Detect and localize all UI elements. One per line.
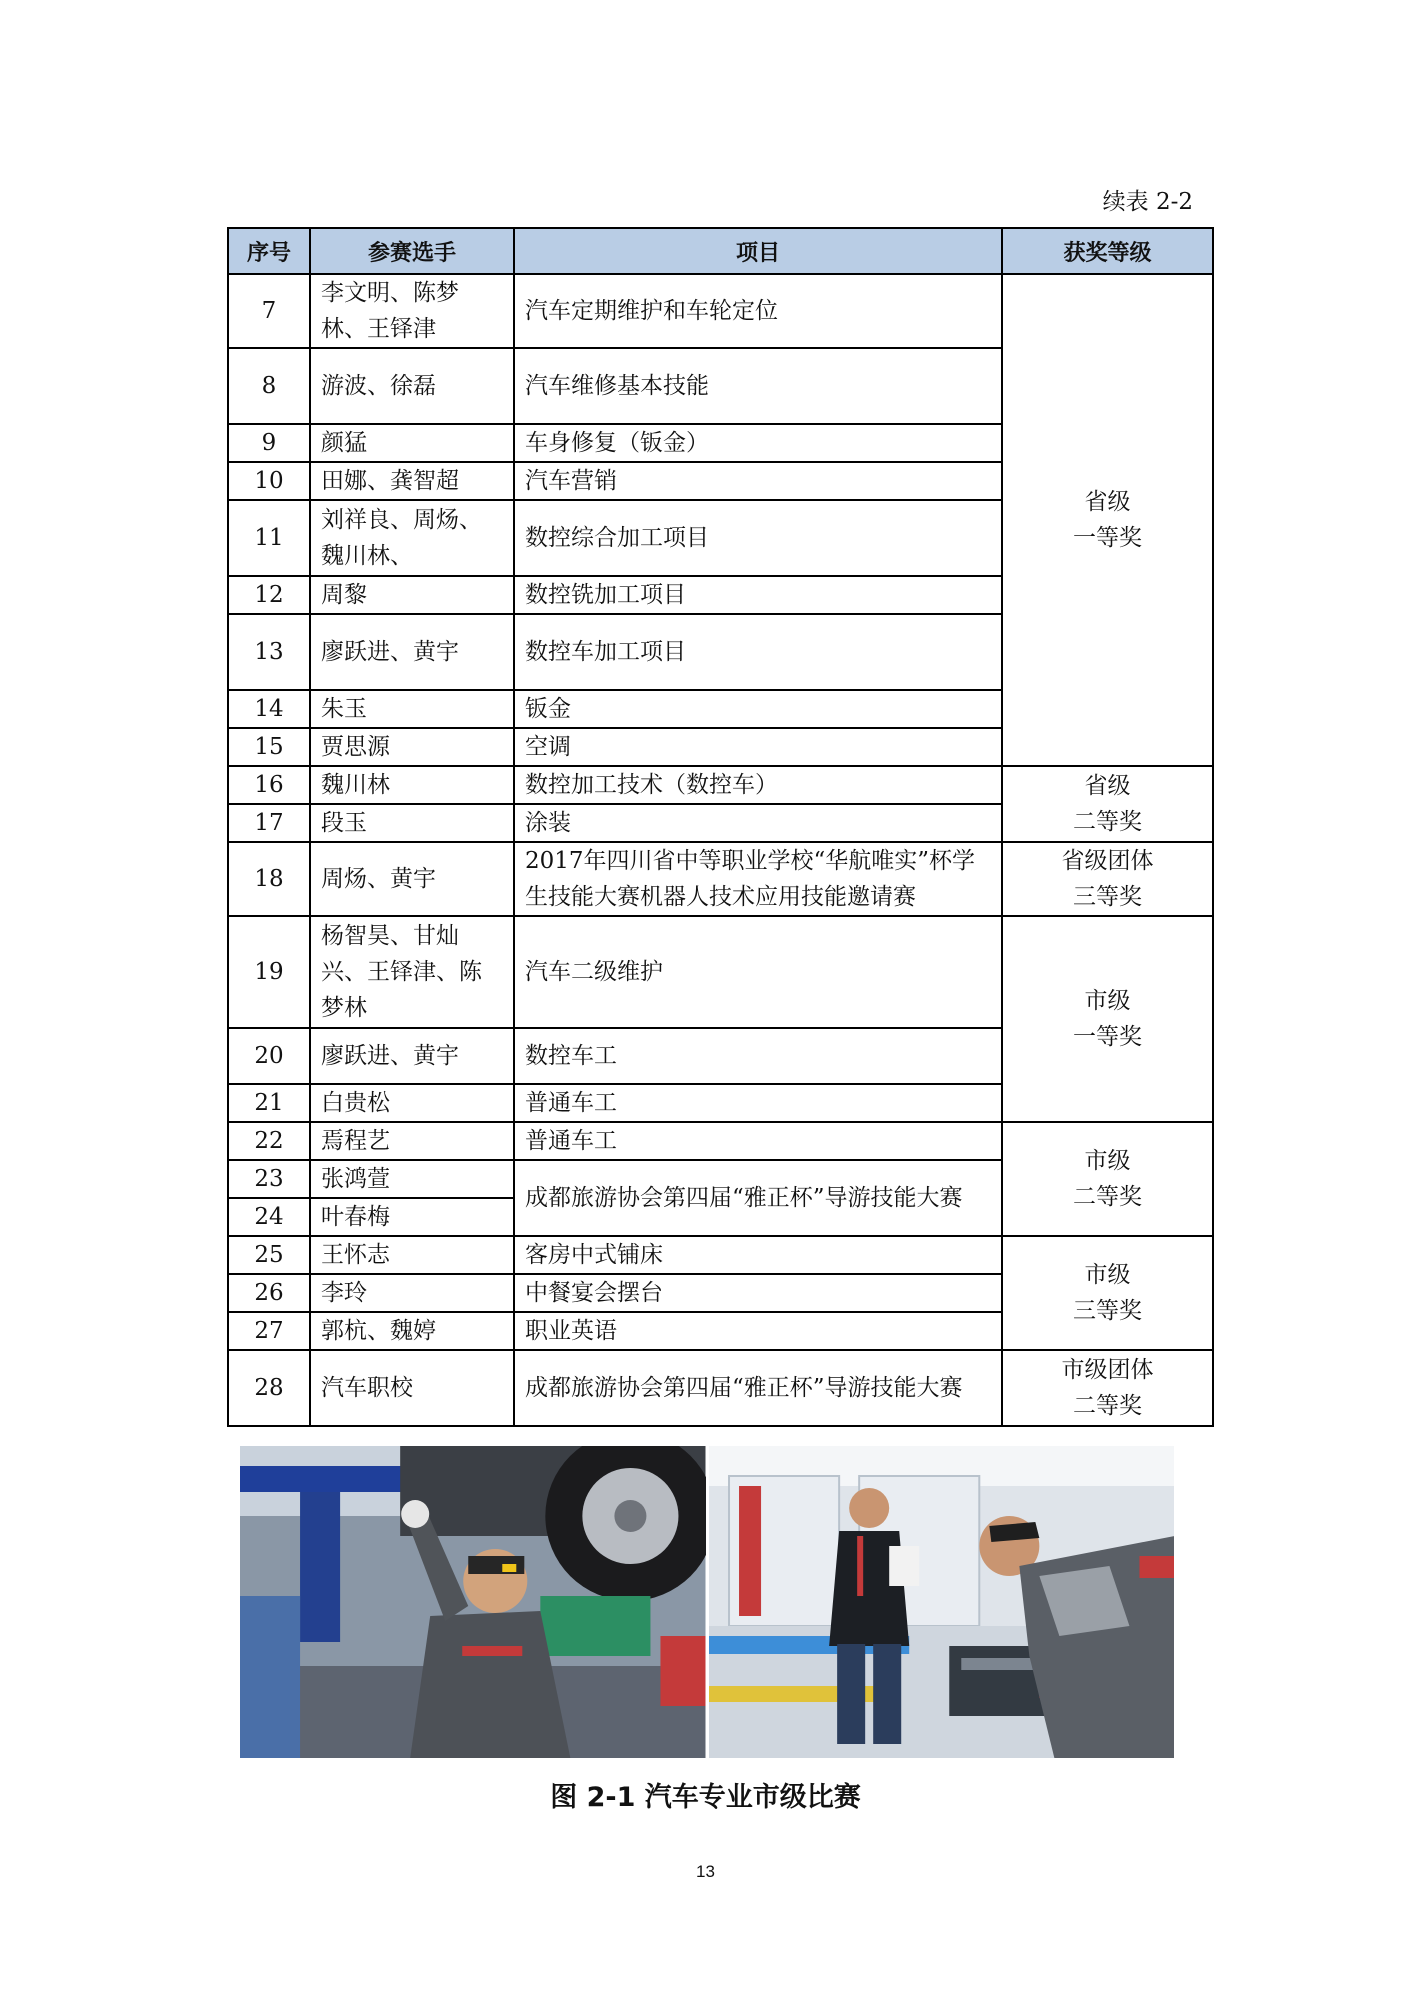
row-event: 成都旅游协会第四届“雅正杯”导游技能大赛 xyxy=(514,1160,1002,1236)
row-no: 9 xyxy=(228,424,310,462)
row-no: 22 xyxy=(228,1122,310,1160)
row-participants: 李文明、陈梦林、王铎津 xyxy=(310,274,514,348)
award-level: 省级 xyxy=(1084,489,1131,515)
row-no: 18 xyxy=(228,842,310,916)
table-continued-label: 续表 2-2 xyxy=(1102,189,1193,215)
award-level: 市级 xyxy=(1084,1148,1131,1174)
photo-vehicle-maintenance xyxy=(240,1446,706,1758)
row-event: 职业英语 xyxy=(514,1312,1002,1350)
row-participants: 周黎 xyxy=(310,576,514,614)
row-no: 26 xyxy=(228,1274,310,1312)
row-no: 20 xyxy=(228,1028,310,1084)
row-no: 13 xyxy=(228,614,310,690)
award-grade: 三等奖 xyxy=(1073,884,1142,910)
row-event: 涂装 xyxy=(514,804,1002,842)
row-event: 空调 xyxy=(514,728,1002,766)
award-cell xyxy=(1002,766,1213,842)
table-header-row xyxy=(228,228,1213,274)
row-no: 7 xyxy=(228,274,310,348)
award-level: 市级 xyxy=(1084,988,1131,1014)
row-participants: 周炀、黄宇 xyxy=(310,842,514,916)
award-grade: 二等奖 xyxy=(1073,809,1142,835)
page-number: 13 xyxy=(696,1862,715,1881)
row-no: 12 xyxy=(228,576,310,614)
row-participants: 白贵松 xyxy=(310,1084,514,1122)
header-event: 项目 xyxy=(514,228,1002,274)
row-event: 数控综合加工项目 xyxy=(514,500,1002,576)
awards-table xyxy=(227,227,1214,1427)
row-participants: 汽车职校 xyxy=(310,1350,514,1426)
photo-strip xyxy=(240,1446,1174,1758)
award-cell xyxy=(1002,1236,1213,1350)
award-cell xyxy=(1002,274,1213,766)
award-grade: 二等奖 xyxy=(1073,1393,1142,1419)
row-participants: 李玲 xyxy=(310,1274,514,1312)
row-event: 汽车营销 xyxy=(514,462,1002,500)
header-award: 获奖等级 xyxy=(1002,228,1213,274)
award-grade: 二等奖 xyxy=(1073,1184,1142,1210)
award-grade: 一等奖 xyxy=(1073,525,1142,551)
header-no: 序号 xyxy=(228,228,310,274)
row-no: 14 xyxy=(228,690,310,728)
row-participants: 刘祥良、周炀、魏川林、 xyxy=(310,500,514,576)
photo-engine-inspection xyxy=(709,1446,1175,1758)
award-level: 省级团体 xyxy=(1061,848,1154,874)
figure-caption: 图 2-1 汽车专业市级比赛 xyxy=(550,1782,861,1813)
row-event: 数控铣加工项目 xyxy=(514,576,1002,614)
award-cell xyxy=(1002,1122,1213,1236)
row-participants: 魏川林 xyxy=(310,766,514,804)
table-row xyxy=(228,842,1213,916)
row-participants: 廖跃进、黄宇 xyxy=(310,1028,514,1084)
row-no: 19 xyxy=(228,916,310,1028)
row-event: 汽车二级维护 xyxy=(514,916,1002,1028)
row-no: 10 xyxy=(228,462,310,500)
table-row xyxy=(228,766,1213,804)
row-participants: 段玉 xyxy=(310,804,514,842)
award-grade: 一等奖 xyxy=(1073,1024,1142,1050)
row-no: 8 xyxy=(228,348,310,424)
row-event: 普通车工 xyxy=(514,1122,1002,1160)
award-cell xyxy=(1002,842,1213,916)
row-participants: 田娜、龚智超 xyxy=(310,462,514,500)
row-participants: 廖跃进、黄宇 xyxy=(310,614,514,690)
row-no: 17 xyxy=(228,804,310,842)
table-row xyxy=(228,1122,1213,1160)
row-no: 16 xyxy=(228,766,310,804)
row-participants: 郭杭、魏婷 xyxy=(310,1312,514,1350)
row-no: 15 xyxy=(228,728,310,766)
row-event: 数控车加工项目 xyxy=(514,614,1002,690)
row-event: 客房中式铺床 xyxy=(514,1236,1002,1274)
row-no: 24 xyxy=(228,1198,310,1236)
row-event: 汽车定期维护和车轮定位 xyxy=(514,274,1002,348)
row-participants: 王怀志 xyxy=(310,1236,514,1274)
row-participants: 焉程艺 xyxy=(310,1122,514,1160)
row-no: 27 xyxy=(228,1312,310,1350)
row-no: 21 xyxy=(228,1084,310,1122)
row-participants: 叶春梅 xyxy=(310,1198,514,1236)
row-no: 25 xyxy=(228,1236,310,1274)
row-event: 钣金 xyxy=(514,690,1002,728)
row-no: 11 xyxy=(228,500,310,576)
row-participants: 贾思源 xyxy=(310,728,514,766)
award-cell xyxy=(1002,1350,1213,1426)
award-grade: 三等奖 xyxy=(1073,1298,1142,1324)
table-row xyxy=(228,916,1213,1028)
table-row xyxy=(228,1236,1213,1274)
row-event: 普通车工 xyxy=(514,1084,1002,1122)
table-row xyxy=(228,1350,1213,1426)
row-event: 中餐宴会摆台 xyxy=(514,1274,1002,1312)
award-level: 市级团体 xyxy=(1061,1357,1154,1383)
award-cell xyxy=(1002,916,1213,1122)
row-event: 数控加工技术（数控车） xyxy=(514,766,1002,804)
row-event: 车身修复（钣金） xyxy=(514,424,1002,462)
table-row xyxy=(228,274,1213,348)
award-level: 省级 xyxy=(1084,773,1131,799)
row-event: 2017年四川省中等职业学校“华航唯实”杯学生技能大赛机器人技术应用技能邀请赛 xyxy=(514,842,1002,916)
row-participants: 朱玉 xyxy=(310,690,514,728)
award-level: 市级 xyxy=(1084,1262,1131,1288)
row-participants: 张鸿萱 xyxy=(310,1160,514,1198)
row-event: 汽车维修基本技能 xyxy=(514,348,1002,424)
header-participants: 参赛选手 xyxy=(310,228,514,274)
row-event: 成都旅游协会第四届“雅正杯”导游技能大赛 xyxy=(514,1350,1002,1426)
row-no: 23 xyxy=(228,1160,310,1198)
row-participants: 杨智昊、甘灿兴、王铎津、陈梦林 xyxy=(310,916,514,1028)
row-no: 28 xyxy=(228,1350,310,1426)
row-event: 数控车工 xyxy=(514,1028,1002,1084)
row-participants: 游波、徐磊 xyxy=(310,348,514,424)
row-participants: 颜猛 xyxy=(310,424,514,462)
